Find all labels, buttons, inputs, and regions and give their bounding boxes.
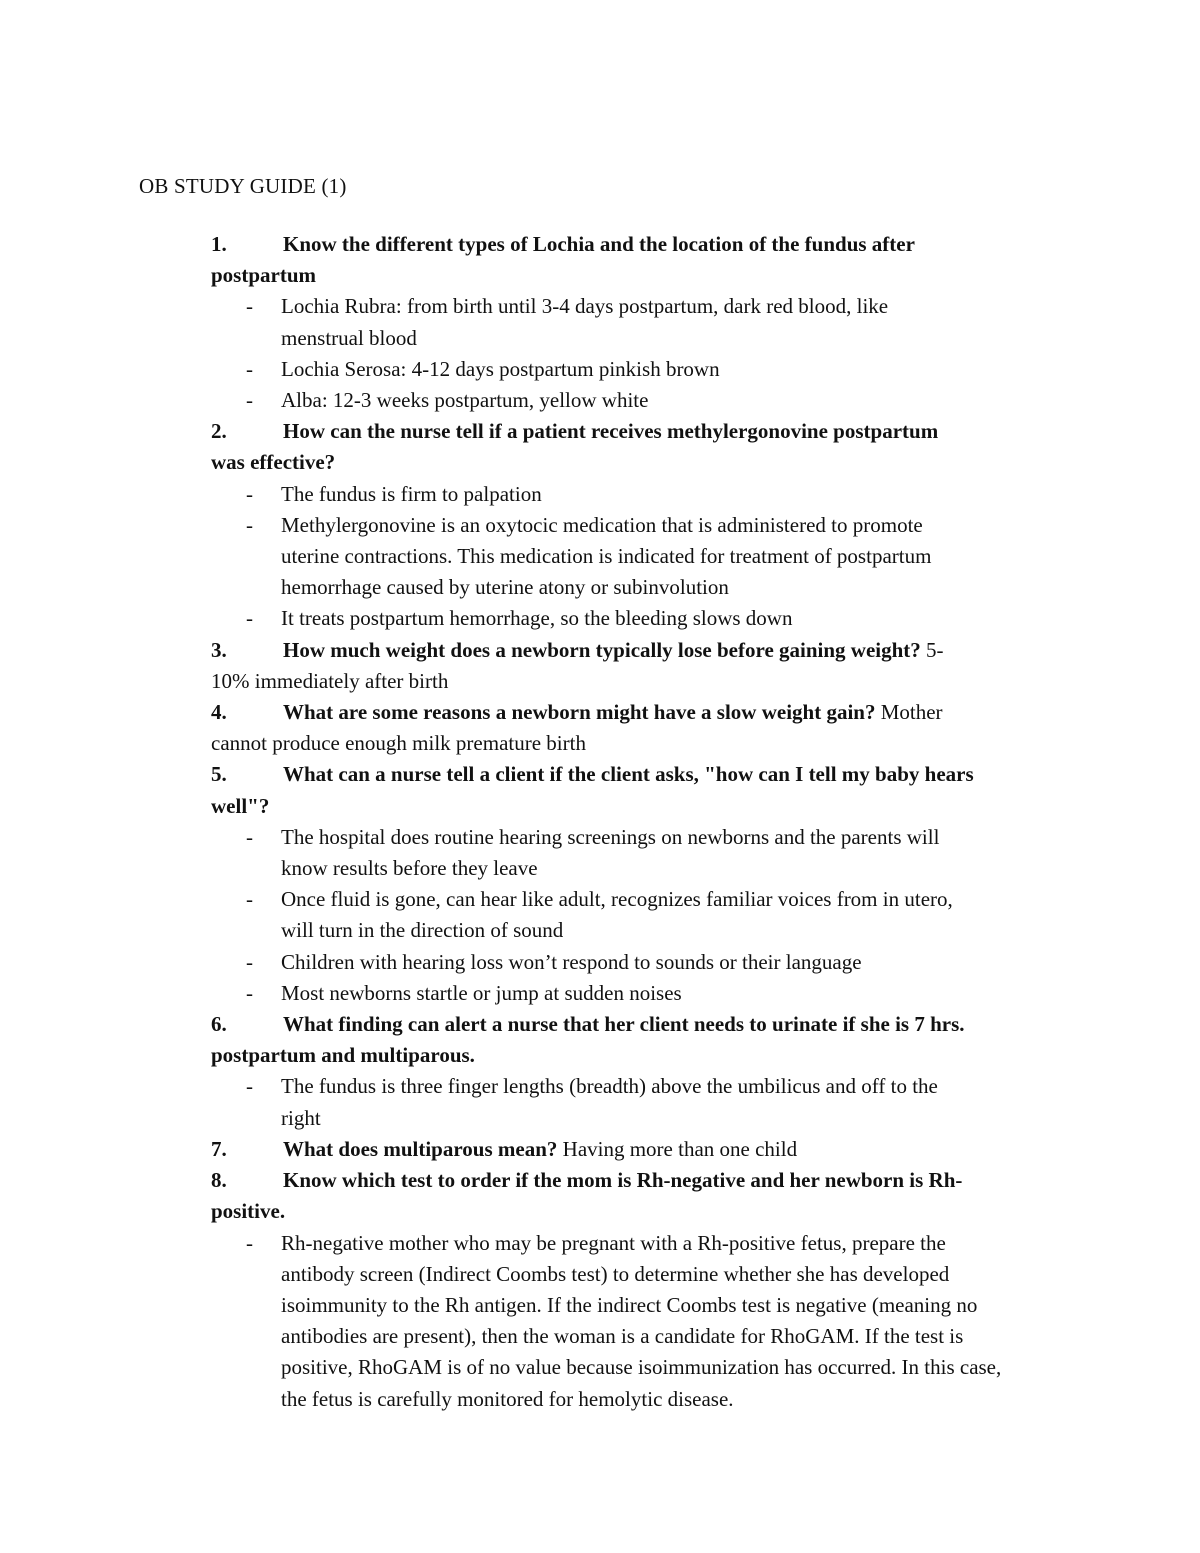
bullet-item — [246, 354, 1071, 385]
question-continuation — [211, 1040, 1071, 1071]
question-text: positive. — [211, 1199, 286, 1224]
bullet-dash: - — [246, 606, 253, 631]
bullet-dash: - — [246, 388, 253, 413]
question-number: 4. — [211, 700, 227, 725]
question-text: Know which test to order if the mom is Rh-negative and her newborn is Rh- — [283, 1168, 963, 1193]
question-continuation — [211, 791, 1071, 822]
bullet-item — [246, 1071, 1071, 1133]
bullet-dash: - — [246, 1074, 253, 1099]
answer-continuation: 10% immediately after birth — [211, 668, 449, 693]
question-number: 2. — [211, 419, 227, 444]
bullet-dash: - — [246, 887, 253, 912]
bullet-item — [246, 884, 1071, 946]
bullet-item — [246, 291, 1071, 353]
bullet-text: The hospital does routine hearing screenings on newborns and the parents will — [281, 824, 940, 849]
question-item — [211, 1165, 1071, 1227]
question-text: was effective? — [211, 450, 336, 475]
question-text: What are some reasons a newborn might have a slow weight gain? — [283, 700, 876, 725]
bullet-text: Most newborns startle or jump at sudden noises — [281, 980, 682, 1005]
bullet-item — [246, 978, 1071, 1009]
question-line — [211, 1165, 1071, 1196]
bullet-text: The fundus is three finger lengths (breadth) above the umbilicus and off to the — [281, 1074, 938, 1099]
bullet-text: It treats postpartum hemorrhage, so the bleeding slows down — [281, 606, 793, 631]
question-number: 3. — [211, 637, 227, 662]
answer-text: Having more than one child — [557, 1136, 798, 1161]
bullet-item — [246, 479, 1071, 510]
question-text: What finding can alert a nurse that her client needs to urinate if she is 7 hrs. — [283, 1012, 965, 1037]
question-text: How much weight does a newborn typically lose before gaining weight? — [283, 637, 921, 662]
question-list — [211, 229, 1071, 1415]
question-continuation — [211, 1196, 1071, 1227]
bullet-text: Children with hearing loss won’t respond to sounds or their language — [281, 949, 862, 974]
bullet-item — [246, 947, 1071, 978]
bullet-text: Methylergonovine is an oxytocic medication that is administered to promote — [281, 512, 923, 537]
bullet-dash: - — [246, 356, 253, 381]
bullet-item — [246, 1228, 1071, 1415]
question-item — [211, 1009, 1071, 1071]
question-text: How can the nurse tell if a patient receives methylergonovine postpartum — [283, 419, 939, 444]
question-number: 6. — [211, 1012, 227, 1037]
bullet-dash: - — [246, 824, 253, 849]
bullet-text: know results before they leave — [281, 856, 538, 881]
question-continuation — [211, 260, 1071, 291]
bullet-dash: - — [246, 949, 253, 974]
question-text: What can a nurse tell a client if the client asks, "how can I tell my baby hears — [283, 762, 974, 787]
question-text: postpartum — [211, 263, 317, 288]
bullet-dash: - — [246, 481, 253, 506]
question-text: What does multiparous mean? — [283, 1136, 558, 1161]
bullet-text: antibody screen (Indirect Coombs test) to determine whether she has developed — [281, 1261, 950, 1286]
bullet-text: Lochia Serosa: 4-12 days postpartum pinkish brown — [281, 356, 720, 381]
question-number: 7. — [211, 1136, 227, 1161]
bullet-text: uterine contractions. This medication is indicated for treatment of postpartum — [281, 544, 932, 569]
bullet-text: menstrual blood — [281, 325, 417, 350]
answer-continuation: cannot produce enough milk premature birth — [211, 731, 586, 756]
bullet-item — [246, 603, 1071, 634]
bullet-dash: - — [246, 1230, 253, 1255]
answer-text: 5- — [920, 637, 944, 662]
bullet-text: hemorrhage caused by uterine atony or subinvolution — [281, 575, 729, 600]
question-number: 5. — [211, 762, 227, 787]
bullet-text: Lochia Rubra: from birth until 3-4 days postpartum, dark red blood, like — [281, 294, 889, 319]
question-continuation — [211, 447, 1071, 478]
question-item — [211, 416, 1071, 478]
question-number: 1. — [211, 232, 227, 256]
question-item — [211, 229, 1071, 291]
question-number: 8. — [211, 1168, 227, 1193]
question-line — [211, 1134, 1071, 1165]
bullet-text: antibodies are present), then the woman is a candidate for RhoGAM. If the test is — [281, 1324, 964, 1349]
bullet-text: positive, RhoGAM is of no value because isoimmunization has occurred. In this case, — [281, 1355, 1002, 1380]
page-title: OB STUDY GUIDE (1) — [139, 174, 347, 198]
bullet-text: The fundus is firm to palpation — [281, 481, 542, 506]
bullet-dash: - — [246, 980, 253, 1005]
bullet-text: isoimmunity to the Rh antigen. If the indirect Coombs test is negative (meaning no — [281, 1292, 978, 1317]
question-text: postpartum and multiparous. — [211, 1043, 475, 1068]
question-line — [211, 759, 1071, 790]
question-item — [211, 697, 1071, 759]
question-line — [211, 697, 1071, 728]
question-text: well"? — [211, 793, 270, 818]
question-line — [211, 229, 1071, 260]
question-item — [211, 759, 1071, 821]
bullet-text: will turn in the direction of sound — [281, 918, 564, 943]
question-line — [211, 416, 1071, 447]
bullet-item — [246, 510, 1071, 604]
bullet-text: Once fluid is gone, can hear like adult, recognizes familiar voices from in utero, — [281, 887, 953, 912]
question-item — [211, 1134, 1071, 1165]
bullet-item — [246, 822, 1071, 884]
bullet-dash: - — [246, 294, 253, 319]
bullet-text: Rh-negative mother who may be pregnant with a Rh-positive fetus, prepare the — [281, 1230, 946, 1255]
bullet-text: right — [281, 1105, 321, 1130]
question-text: Know the different types of Lochia and the location of the fundus after — [283, 232, 915, 256]
bullet-dash: - — [246, 512, 253, 537]
answer-text: Mother — [875, 700, 943, 725]
bullet-item — [246, 385, 1071, 416]
bullet-text: Alba: 12-3 weeks postpartum, yellow white — [281, 388, 649, 413]
bullet-text: the fetus is carefully monitored for hemolytic disease. — [281, 1386, 734, 1411]
question-item — [211, 635, 1071, 697]
question-line — [211, 1009, 1071, 1040]
question-line — [211, 635, 1071, 666]
